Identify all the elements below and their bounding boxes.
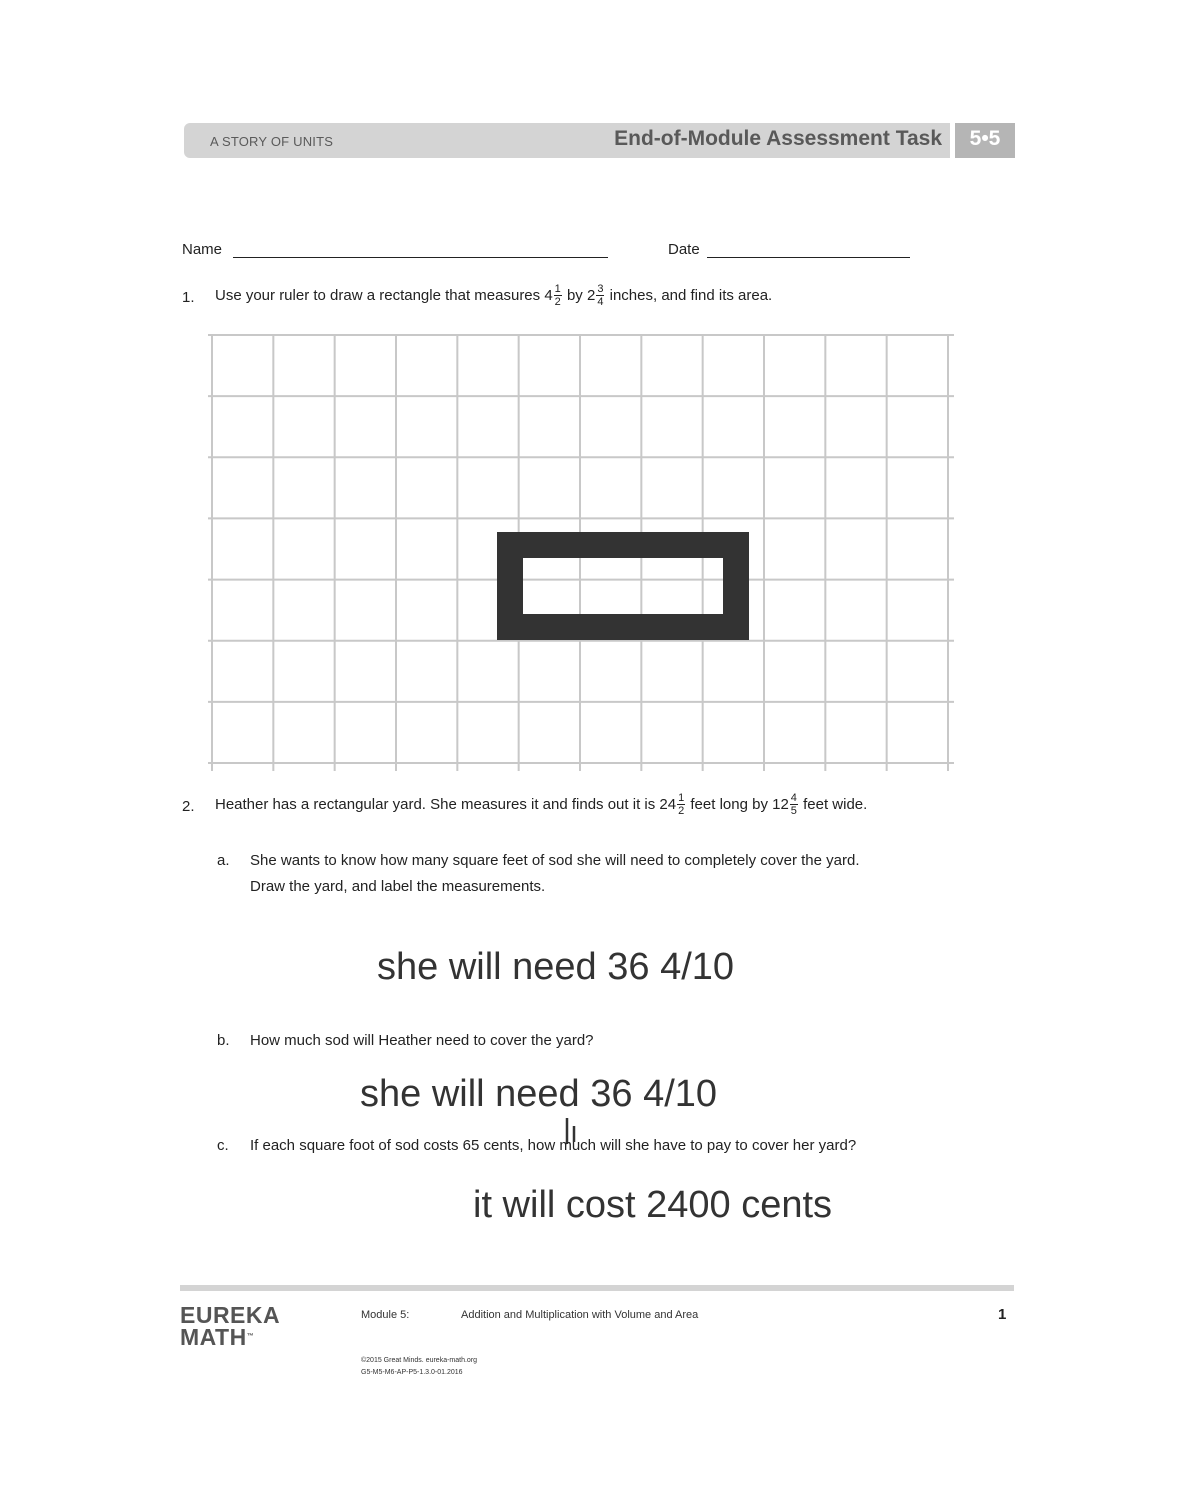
name-field[interactable] [233, 257, 608, 258]
footer-module: Module 5: [361, 1309, 410, 1321]
series-label: A STORY OF UNITS [210, 134, 334, 149]
part-b-answer[interactable]: she will need 36 4/10 [360, 1073, 718, 1115]
footer-rule [180, 1285, 1014, 1291]
name-label: Name [182, 241, 223, 258]
footer-copyright: ©2015 Great Minds. eureka-math.org [361, 1357, 478, 1364]
footer-module-title: Addition and Multiplication with Volume and Area [461, 1309, 699, 1321]
part-a-line2: Draw the yard, and label the measurements. [250, 878, 546, 895]
fraction-four-fifths: $\frac{4}{5}$ [790, 792, 797, 817]
fraction-one-half: $\frac{1}{2}$ [678, 792, 685, 817]
part-a-label: a. [217, 852, 230, 869]
date-label: Date [668, 241, 700, 258]
question-1-text: Use your ruler to draw a rectangle that measures 4 $\frac{1}{2}$ by 2 $\frac{3}{4}$ inches, and find its area. [215, 283, 773, 308]
fraction-three-quarters: $\frac{3}{4}$ [597, 283, 604, 308]
part-c-text: If each square foot of sod costs 65 cents, how much will she have to pay to cover her yard? [250, 1137, 857, 1154]
footer-code: G5-M5-M6-AP-P5-1.3.0-01.2016 [361, 1369, 463, 1376]
date-field[interactable] [707, 257, 910, 258]
part-c-label: c. [217, 1137, 229, 1154]
task-title: End-of-Module Assessment Task [614, 127, 942, 150]
part-a-answer[interactable]: she will need 36 4/10 [377, 946, 735, 988]
part-b-text: How much sod will Heather need to cover the yard? [250, 1032, 594, 1049]
question-2-text: Heather has a rectangular yard. She measures it and finds out it is 24 $\frac{1}{2}$ feet long by 12 $\frac{4}{5}$ feet wide. [215, 792, 868, 817]
ruler-grid[interactable] [205, 330, 960, 775]
part-b-label: b. [217, 1032, 230, 1049]
page-number: 1 [998, 1306, 1007, 1323]
part-c-answer[interactable]: it will cost 2400 cents [473, 1184, 833, 1226]
grade-tag: 5•5 [969, 127, 1001, 150]
fraction-one-half: $\frac{1}{2}$ [554, 283, 561, 308]
question-2-number: 2. [182, 798, 195, 815]
eureka-math-logo: EUREKA MATH™ [180, 1302, 281, 1350]
question-1-number: 1. [182, 289, 195, 306]
part-a-line1: She wants to know how many square feet of sod she will need to completely cover the yard. [250, 852, 860, 869]
